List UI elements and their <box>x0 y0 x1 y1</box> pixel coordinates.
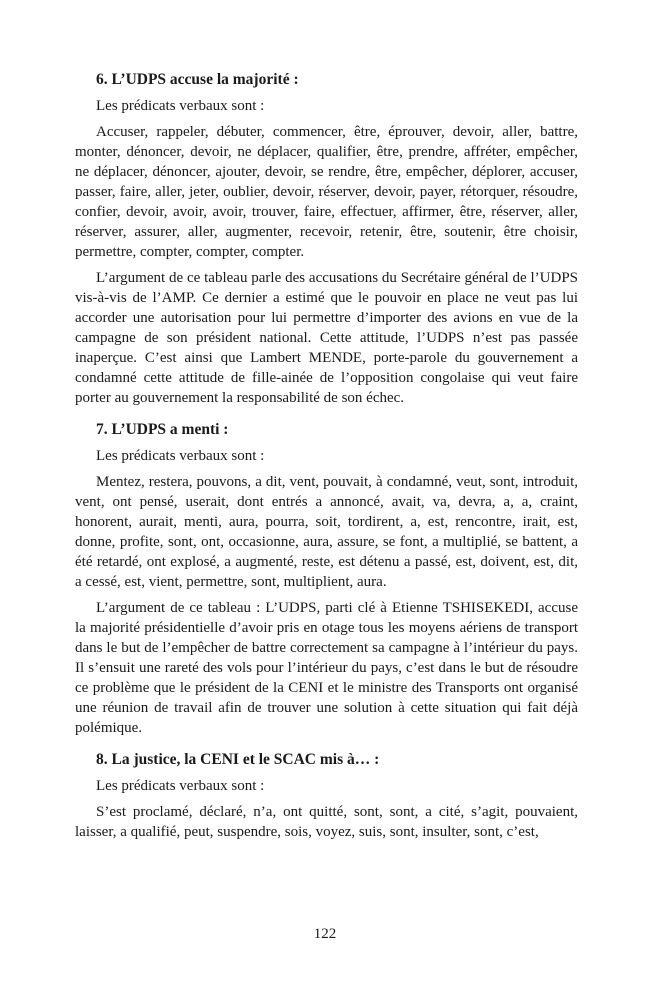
section-intro: Les prédicats verbaux sont : <box>96 98 265 114</box>
predicate-list: Accuser, rappeler, débuter, commencer, être, éprouver, devoir, aller, battre, monter, dénoncer, devoir, ne déplacer, qualifier, être, prendre, affréter, empêcher, ne déplacer, dénoncer, ajouter, devoir, se rendre, être, empêcher, déplorer, accuser, passer, faire, aller, jeter, oublier, devoir, réserver, devoir, payer, rétorquer, résoudre, confier, devoir, avoir, avoir, trouver, faire, effectuer, affirmer, être, réserver, aller, réserver, assurer, aller, augmenter, recevoir, retenir, être, soutenir, être choisir, permettre, compter, compter, compter. <box>75 124 578 260</box>
section-heading: 6. L’UDPS accuse la majorité : <box>96 71 299 88</box>
predicate-list: Mentez, restera, pouvons, a dit, vent, pouvait, à condamné, veut, sont, introduit, vent, ont pensé, userait, dont entrés a annoncé, avait, va, devra, a, a, craint, honorent, aurait, menti, aura, pourra, soit, tordirent, a, est, rencontre, irait, est, donne, profite, sont, ont, occasionne, aura, assure, se font, a multiplié, se battent, a été retardé, ont explosé, a augmenté, reste, est détenu a passé, est, doivent, est, dit, a cessé, est, vient, permettre, sont, multiplient, aura. <box>75 474 578 590</box>
argument-paragraph: L’argument de ce tableau : L’UDPS, parti clé à Etienne TSHISEKEDI, accuse la majorité présidentielle d’avoir pris en otage tous les moyens aériens de transport dans le but de l’empêcher de battre correctement sa campagne à l’intérieur du pays. Il s’ensuit une rareté des vols pour l’intérieur du pays, c’est dans le but de résoudre ce problème que le président de la CENI et le ministre des Transports ont organisé une réunion de travail afin de trouver une solution à cette situation qui fait déjà polémique. <box>75 600 578 736</box>
predicate-list: S’est proclamé, déclaré, n’a, ont quitté, sont, sont, a cité, s’agit, pouvaient, laisser, a qualifié, peut, suspendre, sois, voyez, suis, sont, insulter, sont, c’est, <box>75 804 578 840</box>
page-content <box>75 70 578 848</box>
section-intro: Les prédicats verbaux sont : <box>96 448 265 464</box>
section-heading: 8. La justice, la CENI et le SCAC mis à… : <box>96 751 380 768</box>
section-7 <box>75 420 578 738</box>
argument-paragraph: L’argument de ce tableau parle des accusations du Secrétaire général de l’UDPS vis-à-vis de l’AMP. Ce dernier a estimé que le pouvoir en place ne veut pas lui accorder une autorisation pour lui permettre d’importer des avions en vue de la campagne de son président national. Cette attitude, l’UDPS n’est pas passée inaperçue. C’est ainsi que Lambert MENDE, porte-parole du gouvernement a condamné cette attitude de fille-ainée de l’opposition congolaise qui veut faire porter au gouvernement la responsabilité de son échec. <box>75 270 578 406</box>
page-number: 122 <box>313 926 337 942</box>
section-6 <box>75 70 578 408</box>
section-heading: 7. L’UDPS a menti : <box>96 421 229 438</box>
section-8 <box>75 750 578 842</box>
section-intro: Les prédicats verbaux sont : <box>96 778 265 794</box>
